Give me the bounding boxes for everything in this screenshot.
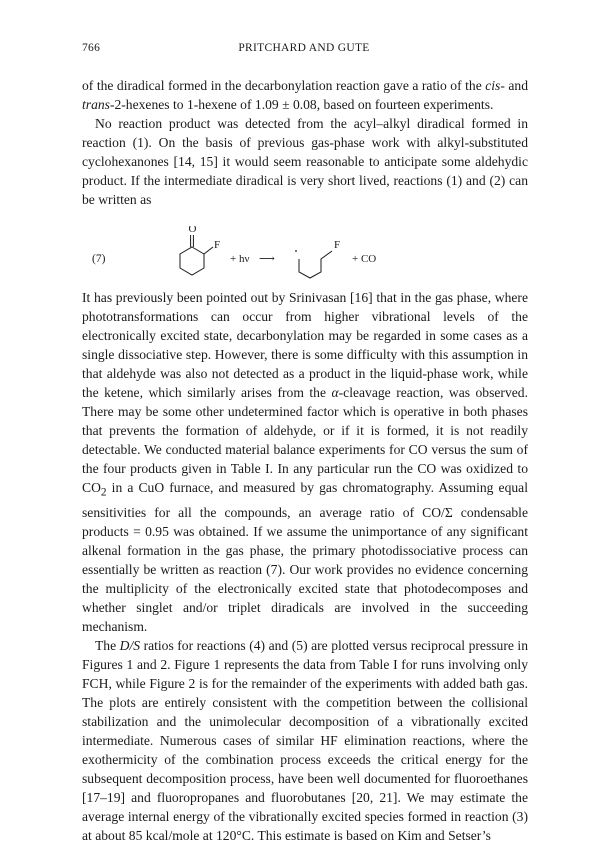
reaction-arrow: ⟶ [259, 253, 275, 265]
page-header [82, 42, 526, 58]
text-block-upper [82, 76, 528, 209]
page-number: 766 [82, 42, 101, 54]
reaction-scheme [82, 226, 528, 282]
italic-trans: trans- [82, 97, 115, 112]
italic-alpha: α [331, 385, 339, 400]
text-block-lower [82, 288, 528, 845]
paragraph-continuation: of the diradical formed in the decarbonylation reaction gave a ratio of the cis- and trans-2-hexenes to 1-hexene of 1.09 ± 0.08, based on fourteen experiments. [82, 78, 528, 112]
subscript-2: 2 [100, 486, 107, 499]
plus-hv: + hν [230, 253, 250, 265]
fluorocyclohexanone-structure [180, 235, 213, 275]
reaction-equation-7 [82, 226, 528, 282]
running-title: PRITCHARD AND GUTE [238, 42, 370, 54]
diradical-structure [299, 251, 332, 278]
italic-ds: D/S [119, 637, 141, 653]
italic-cis: cis- [485, 78, 505, 93]
fluorine-label-right: F [334, 239, 341, 251]
fluorine-label-left: F [214, 239, 221, 251]
paragraph-srinivasan: It has previously been pointed out by Srinivasan [16] that in the gas phase, where phototransformations can occur from higher vibrational levels of the electronically excited state, decarbonylation may be regarded in some cases as a single dissociative step. However, there is some difficulty with this assumption in that aldehyde was also not detected as a product in the liquid-phase work, while the ketene, which similarly arises from the α-cleavage reaction, was observed. There may be some other undetermined factor which is operative in both phases that prevents the formation of aldehyde, or if it is formed, it is not readily detectable. We conducted material balance experiments for CO versus the sum of the four products given in Table I. In any particular run the CO was oxidized to $CO_2$ in a CuO furnace, and measured by gas chromatography. Assuming equal sensitivities for all the compounds, an average ratio of CO/Σ condensable products = 0.95 was obtained. If we assume the unimportance of any significant alkenal formation in the gas phase, the primary photodissociative process can essentially be written as reaction (7). Our work provides no evidence concerning the multiplicity of the electronically excited state that photodecomposes and whether singlet and/or triplet diradicals are involved in the succeeding mechanism. [82, 290, 528, 634]
paragraph-no-reaction-product: No reaction product was detected from the acyl–alkyl diradical formed in reaction (1). On the basis of previous gas-phase work with alkyl-substituted cyclohexanones [14, 15] it would seem reasonable to anticipate some aldehydic product. If the intermediate diradical is very short lived, reactions (1) and (2) can be written as [82, 116, 528, 207]
plus-co: + CO [352, 253, 377, 265]
paragraph-ds-ratios: The D/S ratios for reactions (4) and (5) are plotted versus reciprocal pressure in Figures 1 and 2. Figure 1 represents the data from Table I for runs involving only FCH, while Figure 2 is for the remainder of the experiments with added bath gas. The plots are entirely consistent with the competition between the collisional stabilization and the unimolecular decomposition of a vibrationally excited intermediate. Numerous cases of similar HF elimination reactions, where the exothermicity of the combination process exceeds the critical energy for the subsequent decomposition process, have been well documented for fluoroethanes [17–19] and fluoropropanes and fluorobutanes [20, 21]. We may estimate the average internal energy of the vibrationally excited species formed in reaction (3) at about 85 kcal/mole at 120°C. This estimate is based on Kim and Setser’s [82, 637, 528, 843]
equation-number: (7) [92, 253, 106, 265]
radical-dot [295, 250, 297, 252]
oxygen-label: O [188, 226, 197, 235]
